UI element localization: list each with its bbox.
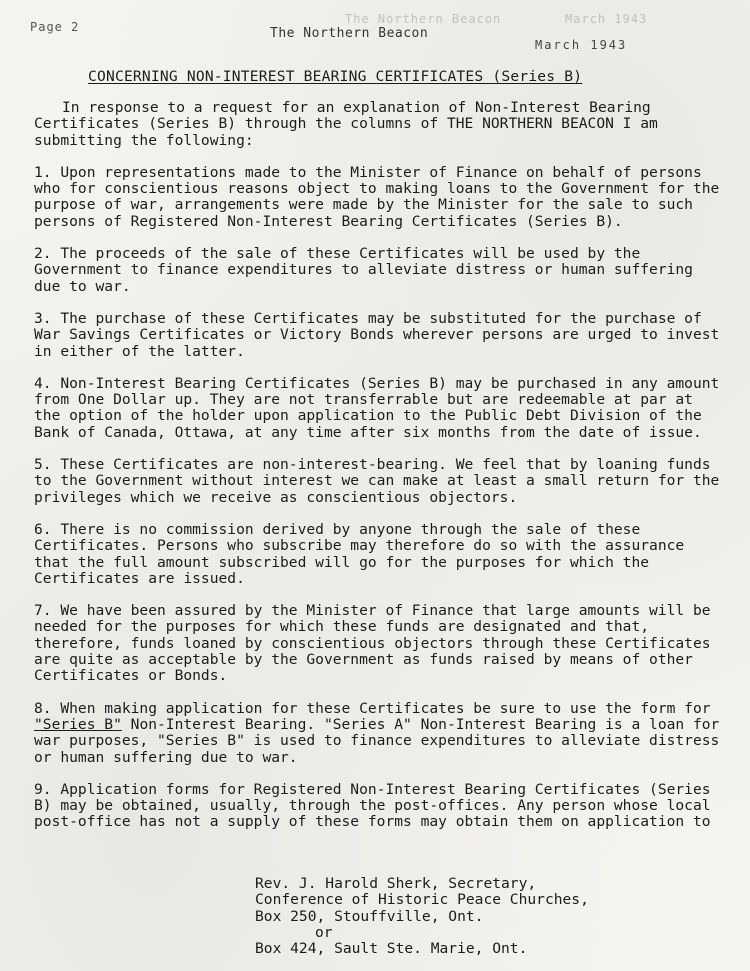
series-b-underlined: "Series B" (34, 715, 122, 733)
publication-name: The Northern Beacon (270, 26, 429, 41)
signature-or: or (315, 923, 333, 941)
bleed-through-header: The Northern Beacon (345, 12, 502, 26)
signature-organization: Conference of Historic Peace Churches, (255, 891, 589, 909)
article-body (34, 100, 724, 847)
paragraph-2: 2. The proceeds of the sale of these Certificates will be used by the Government to finance expenditures to alleviate distress or human suffering due to war. (34, 245, 693, 295)
signature-address-1: Box 250, Stouffville, Ont. (255, 907, 484, 925)
publication-date: March 1943 (535, 38, 628, 52)
paragraph-1: 1. Upon representations made to the Minister of Finance on behalf of persons who for conscientious reasons object to making loans to the Government for the purpose of war, arrangements were made by the Minister for the sale to such persons of Registered Non-Interest Bearing Certificates (Series B). (34, 163, 720, 230)
signature-name: Rev. J. Harold Sherk, Secretary, (255, 875, 537, 892)
paragraph-4: 4. Non-Interest Bearing Certificates (Series B) may be purchased in any amount from One Dollar up. They are not transferrable but are redeemable at par at the option of the holder upon application to the Public Debt Division of the Bank of Canada, Ottawa, at any time after six months from the date of issue. (34, 374, 720, 441)
paragraph-8 (34, 701, 724, 766)
paragraph-9: 9. Application forms for Registered Non-Interest Bearing Certificates (Series B) may be obtained, usually, through the post-offices. Any person whose local post-office has not a supply of these forms may obtain them on application to (34, 780, 711, 831)
paragraph-6: 6. There is no commission derived by anyone through the sale of these Certificates. Persons who subscribe may therefore do so with the assurance that the full amount subscribed will go for the purposes for which the Certificates are issued. (34, 520, 685, 587)
page-label: Page 2 (30, 20, 80, 34)
signature-block (255, 876, 589, 957)
paragraph-8-end: Non-Interest Bearing. "Series A" Non-Interest Bearing is a loan for war purposes, "Series B" is used to finance expenditures to alleviate distress or human suffering due to war. (34, 715, 720, 766)
paragraph-7: 7. We have been assured by the Minister of Finance that large amounts will be needed for the purposes for which these funds are designated and that, therefore, funds loaned by conscientious objectors through these Certificates are quite as acceptable by the Government as funds raised by means of other Certificates or Bonds. (34, 602, 711, 685)
paragraph-5: 5. These Certificates are non-interest-bearing. We feel that by loaning funds to the Government without interest we can make at least a small return for the privileges which we receive as conscientious objectors. (34, 456, 720, 506)
paragraph-8-start: 8. When making application for these Certificates be sure to use the form for (34, 699, 711, 717)
signature-address-2: Box 424, Sault Ste. Marie, Ont. (255, 940, 528, 958)
article-title: CONCERNING NON-INTEREST BEARING CERTIFICATES (Series B) (88, 68, 583, 85)
bleed-through-date: March 1943 (565, 12, 648, 26)
paragraph-3: 3. The purchase of these Certificates may be substituted for the purchase of War Savings Certificates or Victory Bonds wherever persons are urged to invest in either of the latter. (34, 309, 720, 360)
intro-paragraph: In response to a request for an explanation of Non-Interest Bearing Certificates (Series B) through the columns of THE NORTHERN BEACON I am submitting the following: (34, 99, 658, 149)
